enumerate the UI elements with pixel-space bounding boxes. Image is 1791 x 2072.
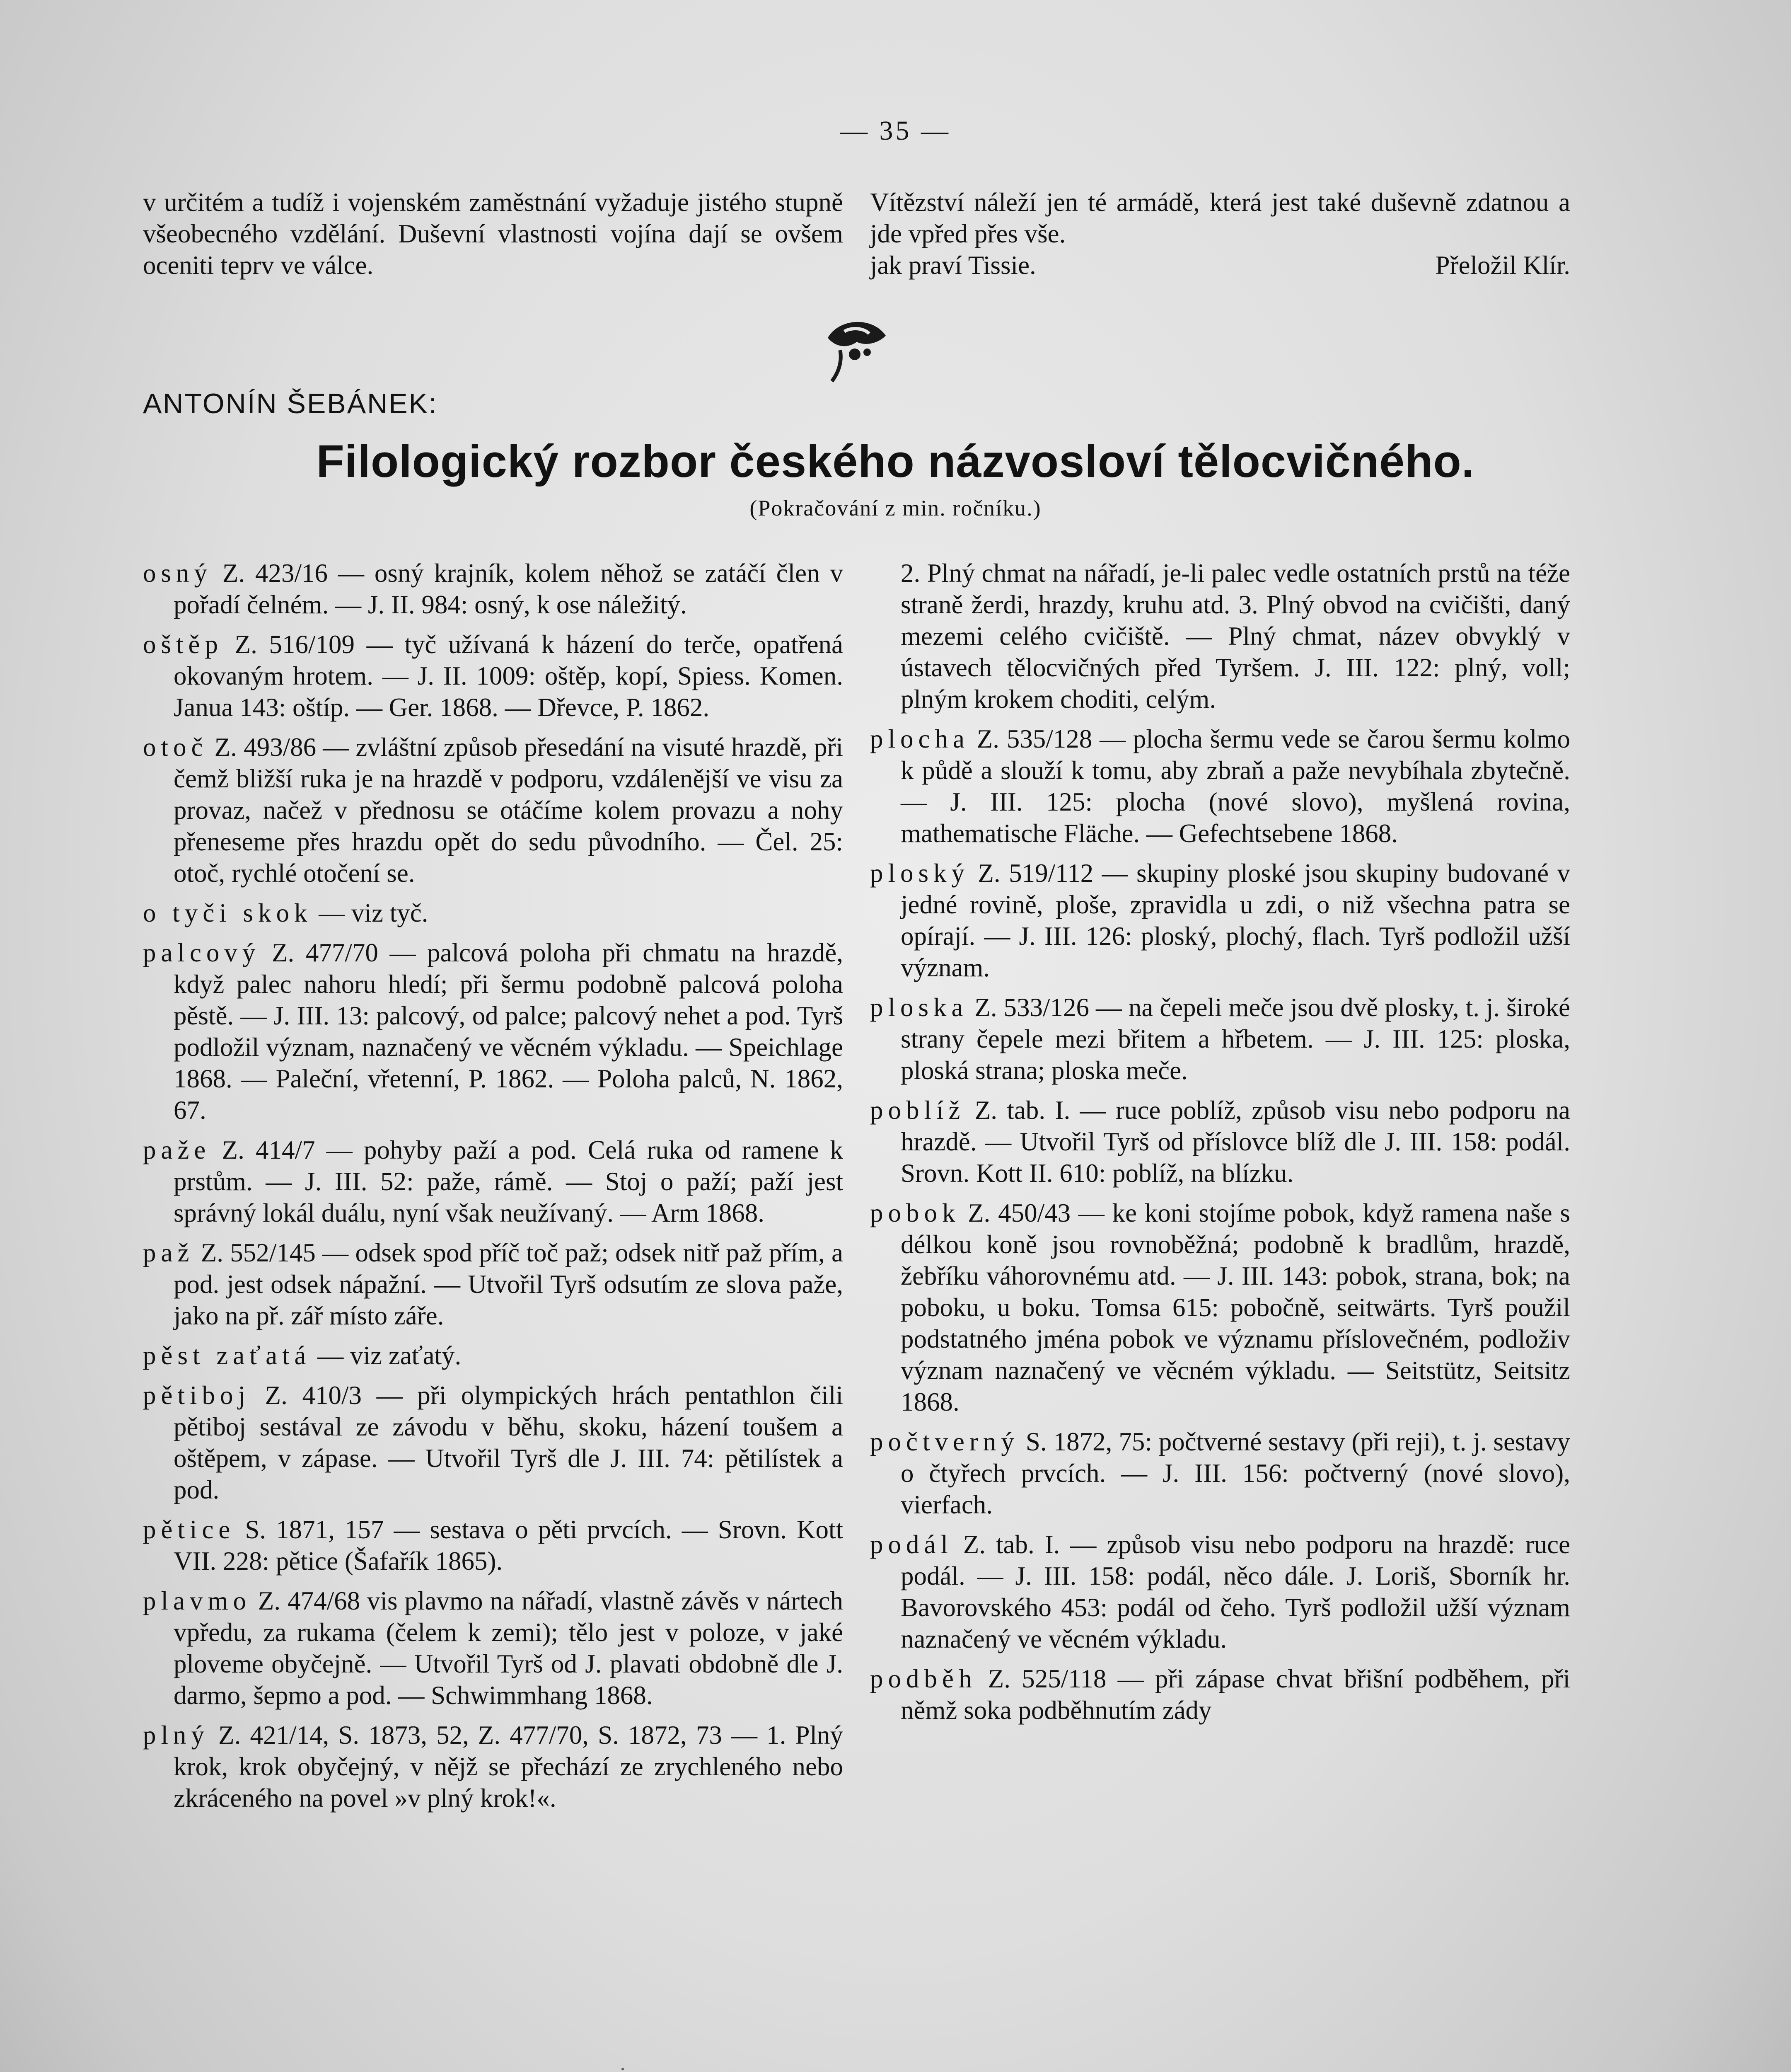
entry-text: Z. 535/128 — plocha šermu vede se čarou šermu kolmo k půdě a slouží k tomu, aby zbraň a paže nevybíhala zbytečně. — J. III. 125: plocha (nové slovo), myšlená rovina, mathematische Fläche. — Gefechtsebene 1868. — [901, 724, 1570, 848]
entry-headword: podběh — [870, 1664, 977, 1693]
top-right-paragraph — [870, 186, 1570, 281]
dictionary-entry — [143, 1719, 843, 1814]
right-column — [870, 557, 1570, 1734]
entry-text: Z. 552/145 — odsek spod příč toč paž; odsek nitř paž přím, a pod. jest odsek nápažní. — Utvořil Tyrš odsutím ze slova paže, jako na př. zář místo záře. — [174, 1238, 843, 1330]
entry-text: — viz tyč. — [312, 898, 428, 927]
print-speck — [621, 2068, 624, 2070]
entry-headword: paže — [143, 1135, 211, 1164]
entry-text: S. 1871, 157 — sestava o pěti prvcích. — Srovn. Kott VII. 228: pětice (Šafařík 1865). — [174, 1515, 843, 1576]
entry-headword: o tyči skok — [143, 898, 312, 927]
entry-headword: palcový — [143, 938, 261, 967]
entry-text: Z. 525/118 — při zápase chvat břišní podběhem, při němž soka podběhnutím zády — [901, 1664, 1570, 1725]
entry-text: — viz zaťatý. — [311, 1341, 462, 1370]
entry-headword: oštěp — [143, 630, 223, 659]
entry-headword: ploský — [870, 859, 970, 888]
entry-headword: osný — [143, 559, 213, 588]
entry-headword: plocha — [870, 724, 969, 753]
entry-headword: ploska — [870, 993, 968, 1022]
dictionary-entry — [143, 1585, 843, 1711]
entry-text: Z. 410/3 — při olympických hrách pentathlon čili pětiboj sestával ze závodu v běhu, skoku, házení toušem a oštěpem, v zápase. — Utvořil Tyrš dle J. III. 74: pětilístek a pod. — [174, 1381, 843, 1504]
entry-headword: počtverný — [870, 1427, 1019, 1456]
entry-text: Z. 423/16 — osný krajník, kolem něhož se zatáčí člen v pořadí čelném. — J. II. 984: osný, k ose náležitý. — [174, 559, 843, 619]
dictionary-entry — [870, 857, 1570, 983]
dictionary-entry — [143, 1380, 843, 1506]
dictionary-entry — [143, 557, 843, 620]
entry-headword: pětiboj — [143, 1381, 250, 1410]
entry-headword: poblíž — [870, 1096, 965, 1125]
entry-text: Z. 450/43 — ke koni stojíme pobok, když ramena naše s délkou koně jsou rovnoběžná; podobně k bradlům, hrazdě, žebříku váhorovnému atd. — J. III. 143: pobok, strana, bok; na poboku, u boku. Tomsa 615: pobočně, seitwärts. Tyrš použil podstatného jména pobok ve významu příslovečném, podloživ význam naznačený ve věcném výkladu. — Seitstütz, Seitsitz 1868. — [901, 1198, 1570, 1416]
entry-headword: plavmo — [143, 1586, 251, 1615]
entry-headword: pobok — [870, 1198, 960, 1227]
dictionary-entry — [870, 1197, 1570, 1418]
dictionary-entry — [143, 629, 843, 723]
entry-headword: otoč — [143, 733, 208, 762]
entry-headword: pěst zaťatá — [143, 1341, 311, 1370]
dictionary-entry — [870, 1529, 1570, 1655]
entry-headword: paž — [143, 1238, 194, 1267]
top-right-main-text: Vítězství náleží jen té armádě, která jest také duševně zdatnou a jde vpřed přes vše. — [870, 188, 1570, 248]
entry-text: Z. 516/109 — tyč užívaná k házení do terče, opatřená okovaným hrotem. — J. II. 1009: oštěp, kopí, Spiess. Komen. Janua 143: oštíp. — Ger. 1868. — Dřevce, P. 1862. — [174, 630, 843, 722]
dictionary-entry — [870, 992, 1570, 1086]
dictionary-entry — [870, 1426, 1570, 1520]
dictionary-entry — [143, 1514, 843, 1577]
dictionary-entry — [143, 937, 843, 1126]
entry-text: S. 1872, 75: počtverné sestavy (při reji), t. j. sestavy o čtyřech prvcích. — J. III. 156: počtverný (nové slovo), vierfach. — [901, 1427, 1570, 1519]
entry-text: 2. Plný chmat na nářadí, je-li palec vedle ostatních prstů na téže straně žerdi, hrazdy, kruhu atd. 3. Plný obvod na cvičišti, daný mezemi celého cvičiště. — Plný chmat, název obvyklý v ústavech tělocvičných před Tyršem. J. III. 122: plný, voll; plným krokem choditi, celým. — [901, 559, 1570, 714]
left-column — [143, 557, 843, 1822]
dictionary-entry — [143, 1340, 843, 1371]
dictionary-entry — [143, 897, 843, 929]
entry-text: Z. 493/86 — zvláštní způsob přesedání na visuté hrazdě, při čemž bližší ruka je na hrazdě v podporu, vzdálenější ve visu za provaz, načež v přednosu se otáčíme kolem provazu a nohy přeneseme přes hrazdu opět do sedu původního. — Čel. 25: otoč, rychlé otočení se. — [174, 733, 843, 888]
entry-text: Z. tab. I. — způsob visu nebo podporu na hrazdě: ruce podál. — J. III. 158: podál, něco dále. J. Loriš, Sborník hr. Bavorovského 453: podál od čeho. Tyrš podložil užší význam naznačený ve věcném výkladu. — [901, 1530, 1570, 1653]
entry-text: Z. 477/70 — palcová poloha při chmatu na hrazdě, když palec nahoru hledí; při šermu podobně palcová poloha pěstě. — J. III. 13: palcový, od palce; palcový nehet a pod. Tyrš podložil význam, naznačený ve věcném výkladu. — Speichlage 1868. — Paleční, vřetenní, P. 1862. — Poloha palců, N. 1862, 67. — [174, 938, 843, 1125]
entry-text: Z. 474/68 vis plavmo na nářadí, vlastně závěs v nártech vpředu, za rukama (čelem k zemi); tělo jest v poloze, v jaké ploveme obyčejně. — Utvořil Tyrš od J. plavati obdobně dle J. darmo, šepmo a pod. — Schwimmhang 1868. — [174, 1586, 843, 1710]
article-subtitle: (Pokračování z min. ročníku.) — [749, 496, 1042, 520]
quote-attribution: jak praví Tissie. — [870, 251, 1036, 280]
dictionary-entry — [143, 731, 843, 889]
entry-headword: plný — [143, 1721, 210, 1750]
entry-text: Z. 421/14, S. 1873, 52, Z. 477/70, S. 1872, 73 — 1. Plný krok, krok obyčejný, v nějž se přechází ze zrychleného nebo zkráceného na povel »v plný krok!«. — [174, 1721, 843, 1813]
page-number: — 35 — — [840, 116, 951, 146]
entry-text: Z. 533/126 — na čepeli meče jsou dvě plosky, t. j. široké strany čepele mezi břitem a hřbetem. — J. III. 125: ploska, ploská strana; ploska meče. — [901, 993, 1570, 1085]
dictionary-entry — [143, 1237, 843, 1331]
entry-headword: pětice — [143, 1515, 235, 1544]
article-title: Filologický rozbor českého názvosloví tělocvičného. — [316, 436, 1475, 487]
dictionary-entry — [870, 1663, 1570, 1726]
dictionary-entry — [870, 723, 1570, 849]
entry-headword: podál — [870, 1530, 953, 1559]
entry-text: Z. tab. I. — ruce poblíž, způsob visu nebo podporu na hrazdě. — Utvořil Tyrš od příslovce blíž dle J. III. 158: podál. Srovn. Kott II. 610: poblíž, na blízku. — [901, 1096, 1570, 1188]
entry-text: Z. 519/112 — skupiny ploské jsou skupiny budované v jedné rovině, ploše, zpravidla u zdi, o niž všechna patra se opírají. — J. III. 126: ploský, plochý, flach. Tyrš podložil užší význam. — [901, 859, 1570, 982]
top-left-paragraph: v určitém a tudíž i vojenském zaměstnání vyžaduje jistého stupně všeobecného vzdělání. Duševní vlastnosti vojína dají se ovšem oceniti teprv ve válce. — [143, 188, 843, 280]
dictionary-entry — [143, 1134, 843, 1229]
floral-ornament-icon — [815, 313, 894, 383]
top-right-last-line — [870, 249, 1570, 281]
author-name: ANTONÍN ŠEBÁNEK: — [143, 388, 438, 419]
entry-text: Z. 414/7 — pohyby paží a pod. Celá ruka od ramene k prstům. — J. III. 52: paže, rámě. — Stoj o paží; paží jest správný lokál duálu, nyní však neužívaný. — Arm 1868. — [174, 1135, 843, 1227]
translator-credit: Přeložil Klír. — [1435, 251, 1570, 280]
dictionary-entry — [870, 1094, 1570, 1189]
dictionary-entry-continuation — [870, 557, 1570, 715]
